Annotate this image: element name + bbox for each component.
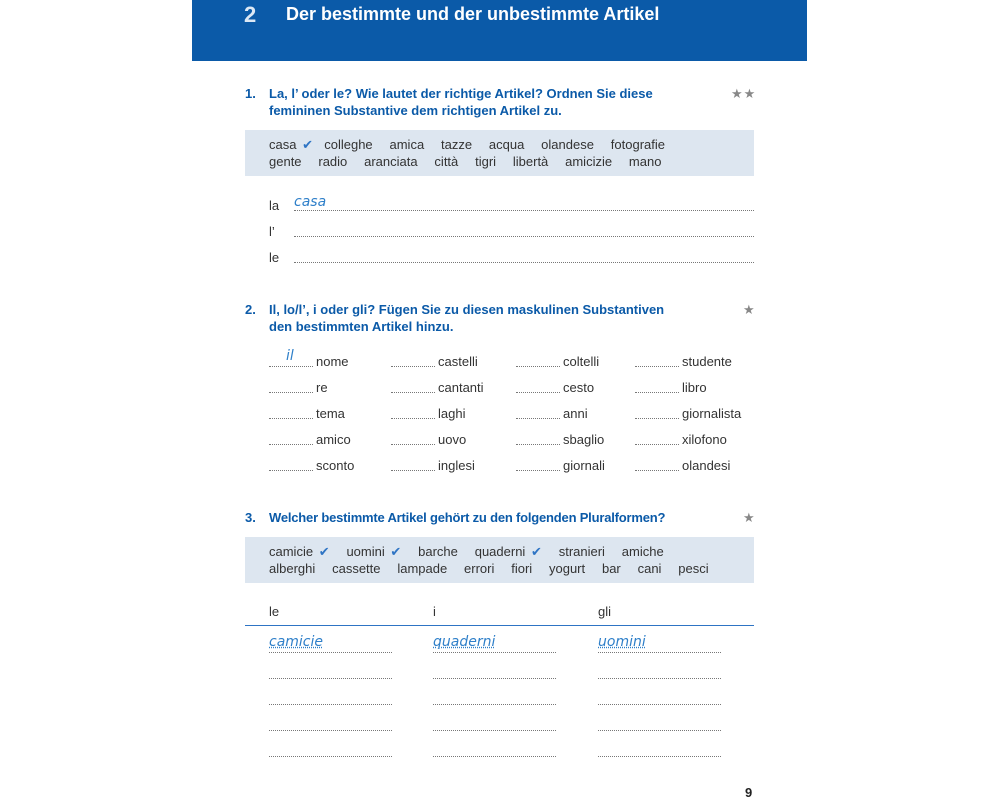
article-gap-line[interactable] — [391, 380, 435, 393]
handwritten-answer-col-i: quaderni — [433, 634, 496, 650]
article-label-le: le — [269, 250, 280, 265]
answer-line[interactable] — [598, 716, 721, 731]
handwritten-answer-col-gli: uomini — [598, 634, 646, 650]
plural-word: stranieri — [558, 544, 605, 559]
noun-label: olandesi — [682, 458, 731, 473]
article-gap-line[interactable] — [635, 354, 679, 367]
article-gap-line[interactable] — [635, 406, 679, 419]
difficulty-stars-1: ★★ — [731, 86, 757, 101]
chapter-header — [192, 0, 807, 61]
exercise-2-title-line2: den bestimmten Artikel hinzu. — [269, 319, 454, 334]
noun-label: amico — [316, 432, 351, 447]
plural-word: uomini — [346, 544, 385, 559]
article-gap-line[interactable] — [269, 380, 313, 393]
noun-label: anni — [563, 406, 588, 421]
answer-line-l[interactable] — [294, 222, 754, 237]
answer-line[interactable] — [598, 742, 721, 757]
wordbox-1-row2: gente radio aranciata città tigri libertà amicizie mano — [269, 154, 662, 169]
article-gap-line[interactable] — [391, 406, 435, 419]
plural-word: amiche — [621, 544, 664, 559]
check-icon: ✔ — [302, 137, 313, 152]
noun-label: tema — [316, 406, 345, 421]
article-gap-line[interactable] — [269, 406, 313, 419]
article-gap-line[interactable] — [516, 458, 560, 471]
answer-line[interactable] — [433, 664, 556, 679]
word-casa: casa — [269, 137, 297, 152]
article-gap-line[interactable] — [269, 432, 313, 445]
noun-label: giornalista — [682, 406, 742, 421]
exercise-1-title-line2: femininen Substantive dem richtigen Artikel zu. — [269, 103, 562, 118]
wordbox-1-row1-rest: colleghe amica tazze acqua olandese fotografie — [324, 137, 665, 152]
page-number: 9 — [745, 785, 753, 800]
difficulty-stars-3: ★ — [743, 510, 756, 525]
exercise-3-wordbox — [245, 537, 754, 583]
exercise-2-number: 2. — [245, 302, 256, 317]
plural-word: quaderni — [474, 544, 526, 559]
noun-label: uovo — [438, 432, 467, 447]
noun-label: re — [316, 380, 328, 395]
noun-label: libro — [682, 380, 707, 395]
check-icon: ✔ — [390, 544, 402, 559]
article-gap-line[interactable] — [269, 458, 313, 471]
plural-word: barche — [418, 544, 458, 559]
exercise-3-title-text: Welcher bestimmte Artikel gehört zu den folgenden Pluralformen? — [269, 510, 666, 525]
exercise-1-number: 1. — [245, 86, 256, 101]
noun-label: studente — [682, 354, 732, 369]
article-label-la: la — [269, 198, 280, 213]
exercise-1-wordbox — [245, 130, 754, 176]
noun-label: inglesi — [438, 458, 475, 473]
noun-label: coltelli — [563, 354, 600, 369]
answer-line[interactable] — [598, 690, 721, 705]
article-gap-line[interactable] — [635, 380, 679, 393]
answer-line[interactable] — [269, 716, 392, 731]
plural-word: camicie — [269, 544, 314, 559]
handwritten-answer-col-le: camicie — [269, 634, 324, 650]
article-gap-line[interactable] — [516, 380, 560, 393]
answer-line[interactable] — [598, 664, 721, 679]
noun-label: cesto — [563, 380, 595, 395]
article-label-l: l’ — [269, 224, 275, 239]
handwritten-answer-il: il — [286, 348, 294, 364]
noun-label: nome — [316, 354, 349, 369]
handwritten-answer-la: casa — [294, 194, 327, 210]
noun-label: xilofono — [682, 432, 727, 447]
exercise-3-number: 3. — [245, 510, 256, 525]
wordbox-1-row1 — [269, 137, 665, 153]
noun-label: laghi — [438, 406, 466, 421]
exercise-1-title-line1: La, l’ oder le? Wie lautet der richtige Artikel? Ordnen Sie diese — [269, 86, 653, 101]
article-gap-line[interactable] — [391, 354, 435, 367]
article-gap-line[interactable] — [635, 432, 679, 445]
exercise-2-title-line1: Il, lo/l’, i oder gli? Fügen Sie zu diesen maskulinen Substantiven — [269, 302, 665, 317]
chapter-title: Der bestimmte und der unbestimmte Artikel — [286, 4, 660, 24]
difficulty-stars-2: ★ — [743, 302, 756, 317]
wordbox-3-row2: alberghi cassette lampade errori fiori yogurt bar cani pesci — [269, 561, 709, 576]
article-gap-line[interactable] — [516, 406, 560, 419]
answer-line-le[interactable] — [294, 248, 754, 263]
answer-line[interactable] — [269, 664, 392, 679]
noun-label: giornali — [563, 458, 605, 473]
answer-line[interactable] — [269, 742, 392, 757]
chapter-number: 2 — [244, 2, 257, 27]
noun-label: castelli — [438, 354, 478, 369]
answer-line[interactable] — [269, 690, 392, 705]
article-gap-line[interactable] — [391, 458, 435, 471]
check-icon: ✔ — [530, 544, 542, 559]
column-header-gli: gli — [598, 604, 612, 619]
wordbox-3-row1 — [269, 544, 681, 560]
noun-label: sbaglio — [563, 432, 605, 447]
article-gap-line[interactable] — [635, 458, 679, 471]
check-icon: ✔ — [318, 544, 330, 559]
answer-line-la[interactable] — [294, 196, 754, 211]
noun-label: cantanti — [438, 380, 484, 395]
answer-line[interactable] — [433, 690, 556, 705]
column-header-i: i — [433, 604, 436, 619]
article-gap-line[interactable] — [516, 432, 560, 445]
answer-line[interactable] — [433, 716, 556, 731]
noun-label: sconto — [316, 458, 355, 473]
article-gap-line[interactable] — [516, 354, 560, 367]
column-header-le: le — [269, 604, 280, 619]
article-gap-line[interactable] — [391, 432, 435, 445]
answer-line[interactable] — [433, 742, 556, 757]
column-divider-rule — [245, 625, 754, 626]
